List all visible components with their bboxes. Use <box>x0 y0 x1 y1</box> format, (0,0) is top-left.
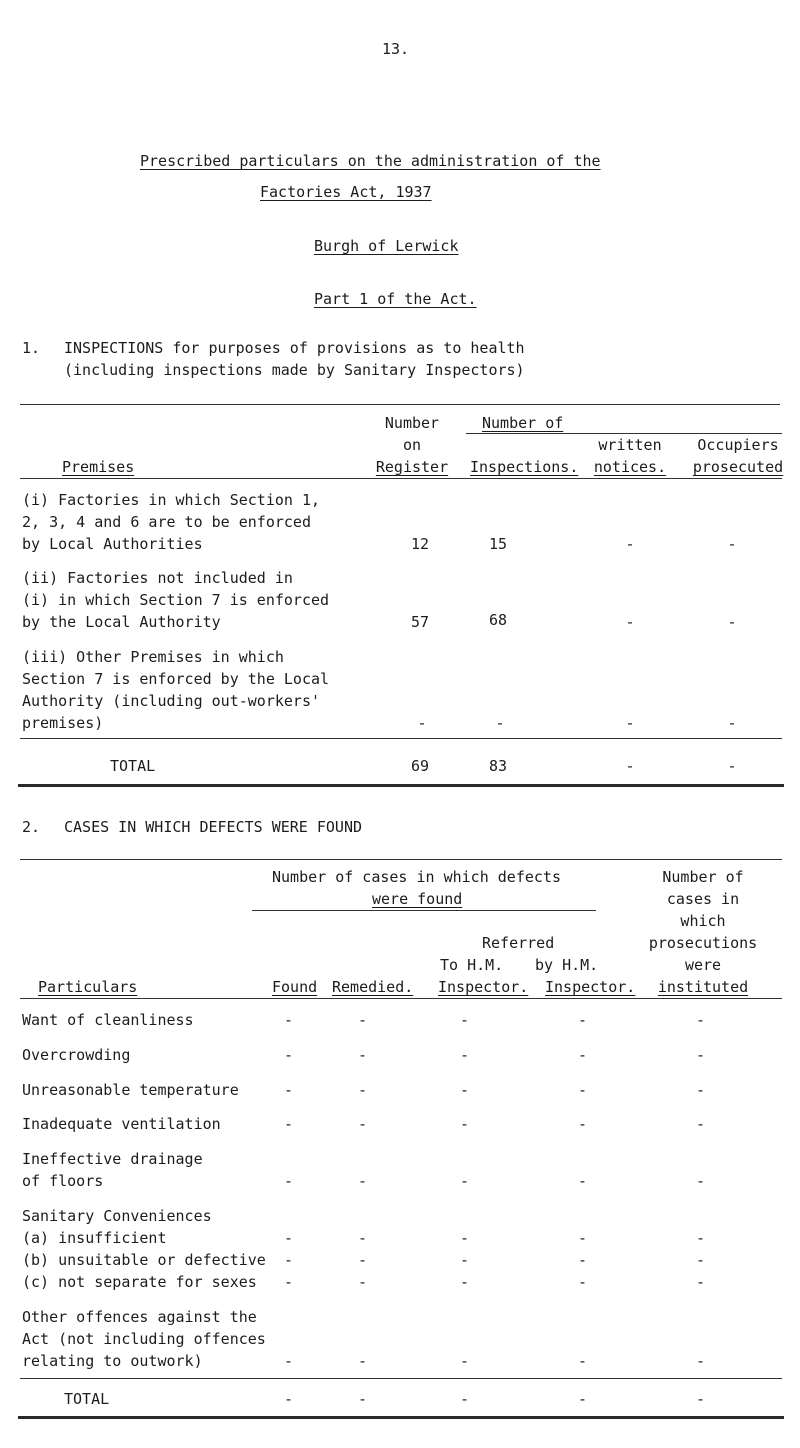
s2-total-by-hm: - <box>578 1390 588 1408</box>
s2-row5-label-1: Ineffective drainage <box>22 1150 203 1168</box>
s2-row1-to-hm: - <box>460 1011 470 1029</box>
s2-row7-to-hm: - <box>460 1251 470 1269</box>
s1-row3-inspections: - <box>495 714 505 732</box>
s2-row5-found: - <box>284 1172 294 1190</box>
s2-row5-label-2: of floors <box>22 1172 104 1190</box>
s2-row9-label-1: Other offences against the <box>22 1308 257 1326</box>
s2-row5-remedied: - <box>358 1172 368 1190</box>
s2-row7-by-hm: - <box>578 1251 588 1269</box>
s2-row4-found: - <box>284 1115 294 1133</box>
s1-header-register-2: on <box>402 436 422 454</box>
s2-row9-found: - <box>284 1352 294 1370</box>
s1-row1-label-3: by Local Authorities <box>22 535 203 553</box>
s2-row3-remedied: - <box>358 1081 368 1099</box>
s2-row3-to-hm: - <box>460 1081 470 1099</box>
s2-header-rule <box>20 998 782 999</box>
s2-header-found: Found <box>272 978 318 996</box>
s2-group-rule <box>252 910 596 911</box>
s1-header-number-of-text: Number of <box>482 414 564 432</box>
s2-header-prosecutions-4: prosecutions <box>648 934 758 952</box>
s2-row6-found: - <box>284 1229 294 1247</box>
s2-header-to-hm-inspector: Inspector. <box>438 978 529 996</box>
s1-header-notices-1: written <box>598 436 662 454</box>
s1-row2-notices: - <box>625 613 635 631</box>
s2-header-prosecutions-5: were <box>684 956 722 974</box>
s1-row3-label-4: premises) <box>22 714 104 732</box>
s2-bottom-rule <box>18 1416 784 1419</box>
s1-header-register-1: Number <box>384 414 440 432</box>
s2-row2-by-hm: - <box>578 1046 588 1064</box>
s1-row3-register: - <box>417 714 427 732</box>
s1-total-notices: - <box>625 757 635 775</box>
s2-header-referred: Referred <box>482 934 555 952</box>
s1-row3-label-3: Authority (including out-workers' <box>22 692 321 710</box>
s1-row1-notices: - <box>625 535 635 553</box>
s1-row3-label-2: Section 7 is enforced by the Local <box>22 670 330 688</box>
s2-row9-prosecutions: - <box>696 1352 706 1370</box>
section1-heading-line1: INSPECTIONS for purposes of provisions as to health <box>64 339 525 357</box>
s1-row2-label-3: by the Local Authority <box>22 613 221 631</box>
section2-number: 2. <box>22 818 41 836</box>
s2-row5-by-hm: - <box>578 1172 588 1190</box>
s2-row6-label-1: Sanitary Conveniences <box>22 1207 212 1225</box>
s2-row1-found: - <box>284 1011 294 1029</box>
s2-total-prosecutions: - <box>696 1390 706 1408</box>
s2-row2-to-hm: - <box>460 1046 470 1064</box>
s1-total-register: 69 <box>410 757 430 775</box>
s1-row3-label-1: (iii) Other Premises in which <box>22 648 284 666</box>
s2-row4-label: Inadequate ventilation <box>22 1115 221 1133</box>
s1-row2-label-2: (i) in which Section 7 is enforced <box>22 591 330 609</box>
s2-header-by-hm: by H.M. <box>535 956 599 974</box>
s2-row1-prosecutions: - <box>696 1011 706 1029</box>
s2-row3-by-hm: - <box>578 1081 588 1099</box>
s2-total-top-rule <box>20 1378 782 1379</box>
s2-row7-label: (b) unsuitable or defective <box>22 1251 266 1269</box>
s2-row3-prosecutions: - <box>696 1081 706 1099</box>
s2-row2-prosecutions: - <box>696 1046 706 1064</box>
s1-header-rule <box>20 478 782 479</box>
s2-row1-by-hm: - <box>578 1011 588 1029</box>
s2-row6-prosecutions: - <box>696 1229 706 1247</box>
s2-row4-by-hm: - <box>578 1115 588 1133</box>
section2-top-rule <box>20 859 782 860</box>
s2-row4-to-hm: - <box>460 1115 470 1133</box>
s2-total-to-hm: - <box>460 1390 470 1408</box>
s2-header-by-hm-inspector: Inspector. <box>545 978 636 996</box>
s2-row4-remedied: - <box>358 1115 368 1133</box>
s2-row5-to-hm: - <box>460 1172 470 1190</box>
s2-row6-remedied: - <box>358 1229 368 1247</box>
s2-row9-label-3: relating to outwork) <box>22 1352 203 1370</box>
s1-row1-label-1: (i) Factories in which Section 1, <box>22 491 321 509</box>
s2-row4-prosecutions: - <box>696 1115 706 1133</box>
s2-row3-label: Unreasonable temperature <box>22 1081 239 1099</box>
s1-header-occupiers-2: prosecuted <box>692 458 784 476</box>
s2-row7-prosecutions: - <box>696 1251 706 1269</box>
section1-top-rule <box>20 404 780 405</box>
s2-header-to-hm: To H.M. <box>440 956 504 974</box>
s2-row7-remedied: - <box>358 1251 368 1269</box>
s1-number-of-rule <box>466 433 782 434</box>
s2-row6-label-2: (a) insufficient <box>22 1229 167 1247</box>
s1-header-notices-2: notices. <box>593 458 667 476</box>
title-line-2: Factories Act, 1937 <box>260 183 432 201</box>
s1-row1-label-2: 2, 3, 4 and 6 are to be enforced <box>22 513 311 531</box>
title-line-3: Burgh of Lerwick <box>314 237 459 255</box>
section1-number: 1. <box>22 339 41 357</box>
s1-row3-prosecuted: - <box>727 714 737 732</box>
s1-header-occupiers-1: Occupiers <box>697 436 779 454</box>
s2-row1-label: Want of cleanliness <box>22 1011 194 1029</box>
s2-header-particulars: Particulars <box>38 978 138 996</box>
section1-heading-line2: (including inspections made by Sanitary Inspectors) <box>64 361 525 379</box>
s1-header-inspections: Inspections. <box>470 458 579 476</box>
s1-total-inspections: 83 <box>488 757 508 775</box>
s2-row2-found: - <box>284 1046 294 1064</box>
s2-row2-remedied: - <box>358 1046 368 1064</box>
s2-total-remedied: - <box>358 1390 368 1408</box>
s2-row1-remedied: - <box>358 1011 368 1029</box>
page-number: 13. <box>382 40 410 58</box>
s2-row8-remedied: - <box>358 1273 368 1291</box>
s2-row8-label: (c) not separate for sexes <box>22 1273 257 1291</box>
s2-header-group-1: Number of cases in which defects <box>272 868 561 886</box>
s1-row2-prosecuted: - <box>727 613 737 631</box>
s2-row9-by-hm: - <box>578 1352 588 1370</box>
s2-header-prosecutions-3: which <box>680 912 726 930</box>
s2-row6-to-hm: - <box>460 1229 470 1247</box>
s1-header-number-of <box>482 414 563 432</box>
s2-row9-remedied: - <box>358 1352 368 1370</box>
s1-row2-register: 57 <box>410 613 430 631</box>
s1-bottom-rule <box>18 784 784 787</box>
s2-row8-found: - <box>284 1273 294 1291</box>
s2-row5-prosecutions: - <box>696 1172 706 1190</box>
s1-header-register-3: Register <box>375 458 449 476</box>
s2-row8-by-hm: - <box>578 1273 588 1291</box>
s2-total-label: TOTAL <box>64 1390 110 1408</box>
s1-row2-label-1: (ii) Factories not included in <box>22 569 293 587</box>
s1-row3-notices: - <box>625 714 635 732</box>
s1-total-prosecuted: - <box>727 757 737 775</box>
s2-row8-to-hm: - <box>460 1273 470 1291</box>
s2-row7-found: - <box>284 1251 294 1269</box>
s2-header-prosecutions-6: instituted <box>657 978 749 996</box>
title-line-4: Part 1 of the Act. <box>314 290 477 308</box>
s2-row3-found: - <box>284 1081 294 1099</box>
s1-row2-inspections: 68 <box>488 611 508 629</box>
s1-header-premises: Premises <box>62 458 135 476</box>
s2-total-found: - <box>284 1390 294 1408</box>
s2-header-remedied: Remedied. <box>332 978 414 996</box>
s2-header-prosecutions-1: Number of <box>662 868 744 886</box>
s2-row6-by-hm: - <box>578 1229 588 1247</box>
s1-row1-register: 12 <box>410 535 430 553</box>
s2-header-group-2: were found <box>372 890 463 908</box>
s1-row1-prosecuted: - <box>727 535 737 553</box>
title-line-1: Prescribed particulars on the administration of the <box>140 152 601 170</box>
s1-total-top-rule <box>20 738 782 739</box>
s2-row8-prosecutions: - <box>696 1273 706 1291</box>
s1-row1-inspections: 15 <box>488 535 508 553</box>
s2-row9-label-2: Act (not including offences <box>22 1330 266 1348</box>
s1-total-label: TOTAL <box>110 757 156 775</box>
s2-row9-to-hm: - <box>460 1352 470 1370</box>
s2-header-prosecutions-2: cases in <box>666 890 740 908</box>
section2-heading: CASES IN WHICH DEFECTS WERE FOUND <box>64 818 363 836</box>
s2-row2-label: Overcrowding <box>22 1046 131 1064</box>
